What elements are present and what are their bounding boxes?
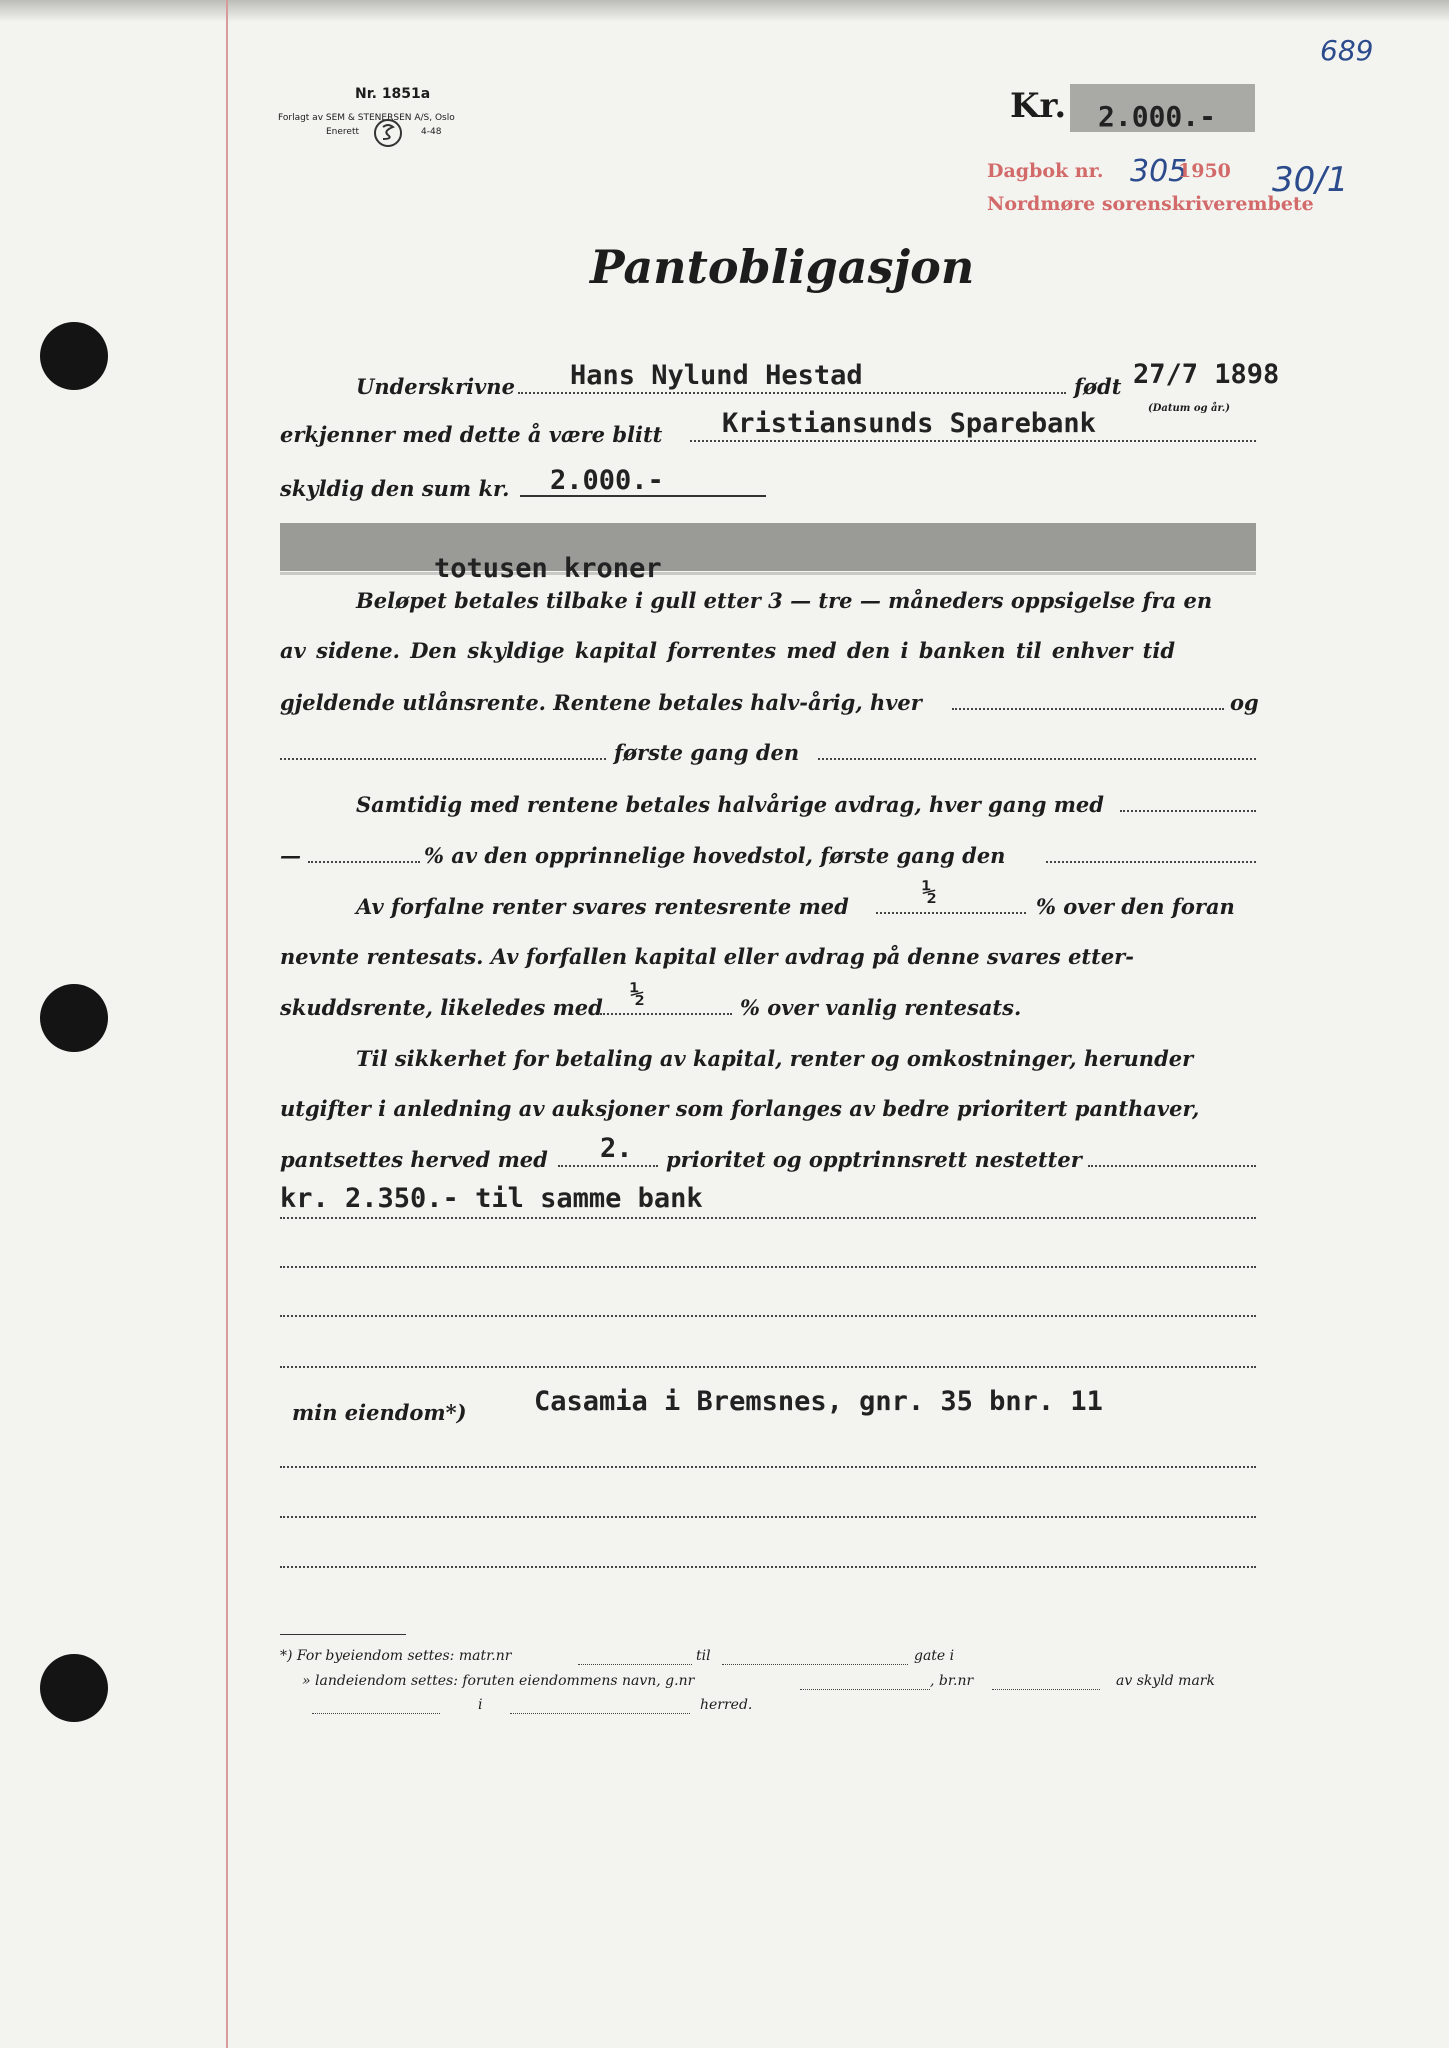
sum-value: 2.000.-: [550, 465, 664, 496]
property-value: Casamia i Bremsnes, gnr. 35 bnr. 11: [534, 1386, 1103, 1417]
body-p4-prio-line: [558, 1165, 658, 1167]
body-p1-line4: første gang den: [614, 740, 800, 765]
footnote-l2-blank-a: [800, 1689, 930, 1690]
body-p4-line3-end: prioritet og opptrinnsrett nestetter: [666, 1147, 1082, 1172]
footnote-l1c: gate i: [914, 1648, 955, 1664]
body-p2-percent-blank: [308, 861, 420, 863]
body-p4-line3-blank: [1088, 1165, 1256, 1167]
body-p2-line1: Samtidig med rentene betales halvårige avdrag, hver gang med: [356, 792, 1104, 817]
stamp-office: Nordmøre sorenskriverembete: [987, 193, 1314, 215]
form-number: Nr. 1851a: [355, 86, 431, 102]
body-p1-line3: gjeldende utlånsrente. Rentene betales halv-årig, hver: [280, 690, 922, 715]
sum-words-band-top: [280, 523, 1256, 571]
punch-hole-middle: [40, 984, 108, 1052]
body-p3-line1-end: % over den foran: [1036, 894, 1235, 919]
body-p4-line2: utgifter i anledning av auksjoner som forlanges av bedre prioritert panthaver,: [280, 1096, 1200, 1121]
stamp-diary-label: Dagbok nr.: [987, 160, 1104, 182]
publisher-logo-icon: [371, 118, 405, 148]
page-number: 689: [1320, 34, 1374, 67]
body-p4-line3: pantsettes herved med: [280, 1147, 548, 1172]
born-hint: (Datum og år.): [1148, 403, 1231, 414]
body-p1-line2: av sidene. Den skyldige kapital forrentes med den i banken til enhver tid: [280, 638, 1176, 663]
sum-words-band-mid: [280, 572, 1256, 575]
stamp-date: 30/1: [1272, 160, 1349, 200]
margin-line: [226, 0, 228, 2048]
footnote-l3b: herred.: [700, 1697, 753, 1713]
scan-top-edge: [0, 0, 1449, 22]
footnote-l3-blank-b: [510, 1713, 690, 1714]
stamp-year: 1950: [1178, 160, 1231, 182]
document-title: Pantobligasjon: [590, 240, 975, 294]
rights-label: Enerett: [326, 127, 360, 137]
property-line-3: [280, 1516, 1256, 1518]
body-p2-line2: % av den opprinnelige hovedstol, første gang den: [424, 843, 1006, 868]
sum-label: skyldig den sum kr.: [280, 476, 510, 501]
body-p1-line4-blank-a: [280, 758, 606, 760]
sum-words: totusen kroner: [434, 553, 662, 584]
creditor-label: erkjenner med dette å være blitt: [280, 422, 663, 447]
footnote-l1-blank-a: [578, 1664, 692, 1665]
body-p3-rate: ½: [922, 878, 937, 906]
creditor-line: [690, 440, 1256, 442]
publisher-line: Forlagt av SEM & STENERSEN A/S, Oslo: [278, 113, 455, 123]
body-p1-line3-blank: [952, 708, 1224, 710]
sum-line: [520, 495, 766, 497]
footnote-l2-blank-b: [992, 1689, 1100, 1690]
amount-value: 2.000.-: [1098, 100, 1217, 133]
footnote-l1-blank-b: [722, 1664, 908, 1665]
body-p3-rate-line: [876, 912, 1026, 914]
blank-line-2: [280, 1266, 1256, 1268]
body-p4-typed: kr. 2.350.- til samme bank: [280, 1183, 703, 1214]
undersigned-value: Hans Nylund Hestad: [570, 360, 863, 391]
body-p4-prio: 2.: [600, 1133, 633, 1164]
body-p1-line1: Beløpet betales tilbake i gull etter 3 — tre — måneders oppsigelse fra en: [356, 588, 1213, 613]
body-p2-line2-blank: [1046, 861, 1256, 863]
body-p3-line3: skuddsrente, likeledes med: [280, 995, 603, 1020]
punch-hole-bottom: [40, 1654, 108, 1722]
body-p3-rate2-line: [600, 1013, 732, 1015]
footnote-l1b: til: [696, 1648, 711, 1664]
undersigned-line: [518, 392, 1066, 394]
footnote-rule: [280, 1634, 406, 1635]
property-line-4: [280, 1566, 1256, 1568]
blank-line-1: [280, 1217, 1256, 1219]
amount-label: Kr.: [1010, 86, 1067, 126]
undersigned-label: Underskrivne: [356, 374, 515, 399]
body-p1-og: og: [1230, 690, 1259, 715]
stamp-diary-number: 305: [1130, 154, 1188, 189]
blank-line-4: [280, 1366, 1256, 1368]
property-line-2: [280, 1466, 1256, 1468]
body-p1-line4-blank-b: [818, 758, 1256, 760]
born-label: født: [1074, 374, 1122, 399]
property-label: min eiendom*): [292, 1400, 467, 1425]
body-p4-line1: Til sikkerhet for betaling av kapital, renter og omkostninger, herunder: [356, 1046, 1194, 1071]
body-p3-line2: nevnte rentesats. Av forfallen kapital eller avdrag på denne svares etter-: [280, 944, 1134, 969]
footnote-l1a: *) For byeiendom settes: matr.nr: [280, 1648, 512, 1664]
punch-hole-top: [40, 322, 108, 390]
body-p2-line1-blank: [1120, 810, 1256, 812]
body-p3-line1: Av forfalne renter svares rentesrente med: [356, 894, 849, 919]
footnote-l2a: » landeiendom settes: foruten eiendommens navn, g.nr: [302, 1673, 695, 1689]
body-p3-rate2: ½: [630, 980, 645, 1008]
edition-label: 4-48: [421, 127, 442, 137]
footnote-l2c: av skyld mark: [1116, 1673, 1215, 1689]
footnote-l2b: , br.nr: [930, 1673, 974, 1689]
footnote-l3-blank-a: [312, 1713, 440, 1714]
body-p2-dash: —: [280, 843, 301, 868]
born-value: 27/7 1898: [1133, 359, 1280, 390]
footnote-l3a: i: [478, 1697, 483, 1713]
blank-line-3: [280, 1315, 1256, 1317]
body-p3-line3-end: % over vanlig rentesats.: [740, 995, 1022, 1020]
creditor-value: Kristiansunds Sparebank: [722, 408, 1096, 439]
